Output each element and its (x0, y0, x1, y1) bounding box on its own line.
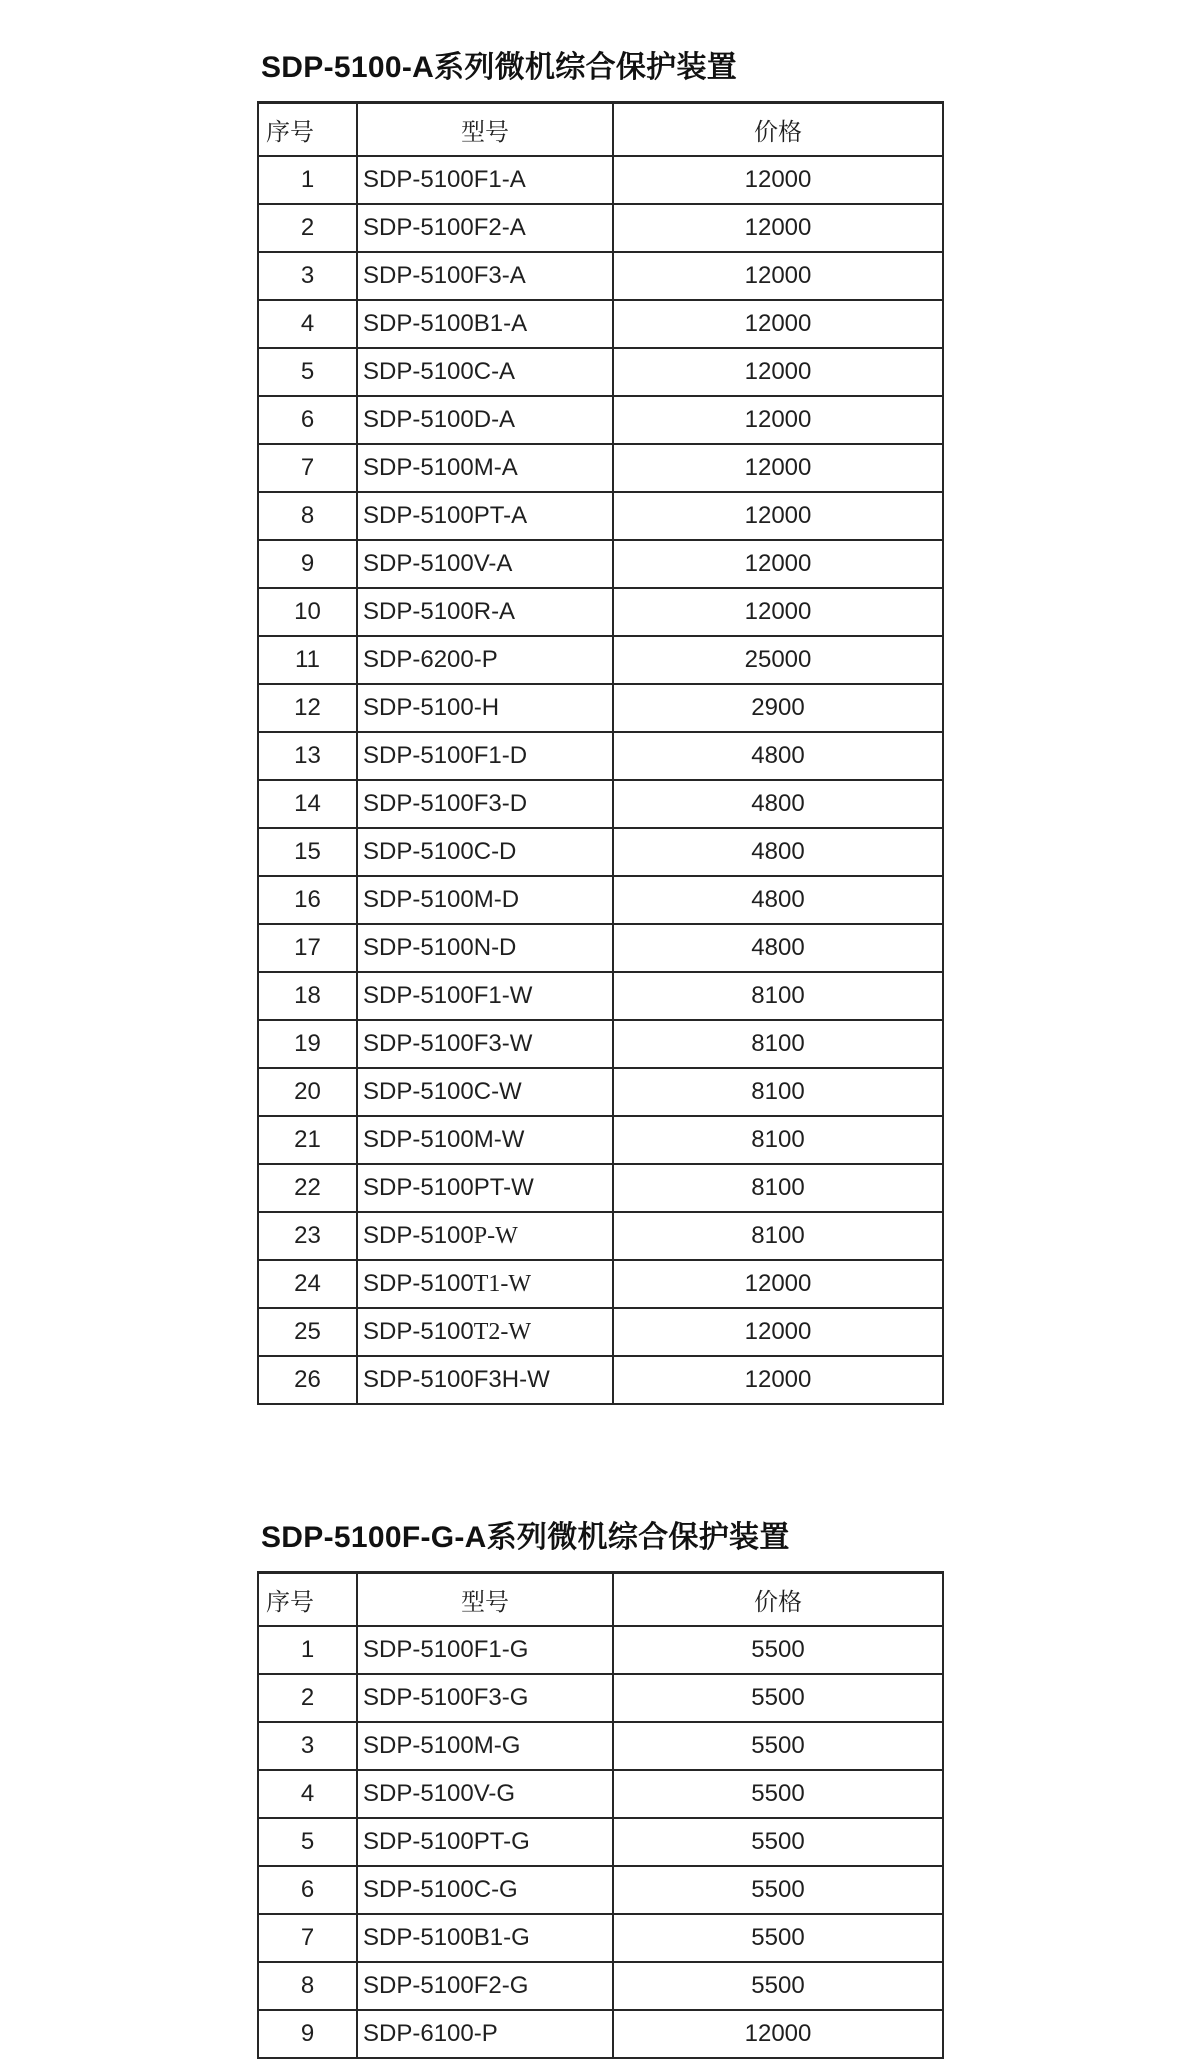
table-section-1 (257, 48, 947, 1405)
cell-model (357, 1770, 613, 1818)
cell-model (357, 1212, 613, 1260)
cell-no: 3 (258, 252, 357, 300)
cell-no: 23 (258, 1212, 357, 1260)
table-1-body (258, 156, 943, 1404)
column-header-price: 价格 (613, 1573, 943, 1627)
cell-no: 20 (258, 1068, 357, 1116)
table-row (258, 1818, 943, 1866)
cell-model (357, 1020, 613, 1068)
cell-model (357, 1068, 613, 1116)
cell-no: 26 (258, 1356, 357, 1404)
column-header-model: 型号 (357, 1573, 613, 1627)
cell-price: 5500 (613, 1962, 943, 2010)
cell-model (357, 2010, 613, 2058)
table-row (258, 156, 943, 204)
model-text: SDP-5100PT-W (363, 1174, 534, 1201)
cell-no: 7 (258, 444, 357, 492)
model-text: SDP-5100F2-A (363, 214, 526, 241)
cell-model (357, 1260, 613, 1308)
model-text: SDP-5100PT-A (363, 502, 528, 529)
table-row (258, 588, 943, 636)
cell-model (357, 348, 613, 396)
table-row (258, 204, 943, 252)
cell-model (357, 1914, 613, 1962)
table-row (258, 972, 943, 1020)
column-header-no: 序号 (258, 103, 357, 157)
table-row (258, 1866, 943, 1914)
cell-model (357, 540, 613, 588)
model-text-serif: T2-W (473, 1319, 532, 1345)
table-row (258, 732, 943, 780)
cell-no: 1 (258, 156, 357, 204)
cell-price: 12000 (613, 156, 943, 204)
cell-model (357, 732, 613, 780)
table-1-header (258, 103, 943, 157)
cell-no: 24 (258, 1260, 357, 1308)
model-text: SDP-5100F3-A (363, 262, 526, 289)
table-row (258, 1770, 943, 1818)
table-row (258, 1020, 943, 1068)
model-text: SDP-5100N-D (363, 934, 517, 961)
table-2-header (258, 1573, 943, 1627)
cell-no: 22 (258, 1164, 357, 1212)
table-row (258, 396, 943, 444)
column-header-price: 价格 (613, 103, 943, 157)
model-text: SDP-5100PT-G (363, 1828, 530, 1855)
header-row (258, 103, 943, 157)
model-text: SDP-5100F3H-W (363, 1366, 550, 1393)
cell-price: 5500 (613, 1770, 943, 1818)
model-text-serif: T1-W (473, 1271, 532, 1297)
cell-price: 12000 (613, 396, 943, 444)
cell-no: 19 (258, 1020, 357, 1068)
table-row (258, 492, 943, 540)
model-text: SDP-5100 (363, 1318, 474, 1345)
cell-model (357, 1116, 613, 1164)
cell-price: 12000 (613, 348, 943, 396)
cell-model (357, 1356, 613, 1404)
model-text-serif: P-W (473, 1223, 518, 1249)
model-text: SDP-5100F1-G (363, 1636, 529, 1663)
table-row (258, 1260, 943, 1308)
model-text: SDP-5100F3-W (363, 1030, 533, 1057)
table-2-title: SDP-5100F-G-A系列微机综合保护装置 (261, 1521, 790, 1554)
model-text: SDP-5100B1-G (363, 1924, 530, 1951)
table-row (258, 1722, 943, 1770)
cell-price: 8100 (613, 1164, 943, 1212)
cell-price: 12000 (613, 540, 943, 588)
cell-price: 8100 (613, 1068, 943, 1116)
cell-price: 12000 (613, 588, 943, 636)
cell-no: 5 (258, 348, 357, 396)
cell-model (357, 1866, 613, 1914)
model-text: SDP-5100F1-A (363, 166, 526, 193)
cell-no: 8 (258, 492, 357, 540)
model-text: SDP-5100C-A (363, 358, 516, 385)
cell-no: 14 (258, 780, 357, 828)
model-text: SDP-5100V-G (363, 1780, 516, 1807)
model-text: SDP-6200-P (363, 646, 498, 673)
cell-price: 12000 (613, 1260, 943, 1308)
model-text: SDP-5100-H (363, 694, 500, 721)
cell-price: 5500 (613, 1818, 943, 1866)
cell-price: 12000 (613, 2010, 943, 2058)
table-row (258, 924, 943, 972)
model-text: SDP-5100 (363, 1222, 474, 1249)
table-row (258, 1308, 943, 1356)
cell-no: 4 (258, 1770, 357, 1818)
model-text: SDP-5100F3-D (363, 790, 528, 817)
model-text: SDP-5100M-A (363, 454, 518, 481)
price-table-2 (257, 1571, 944, 2059)
table-row (258, 828, 943, 876)
model-text: SDP-5100D-A (363, 406, 516, 433)
table-row (258, 876, 943, 924)
table-1-title: SDP-5100-A系列微机综合保护装置 (261, 51, 738, 84)
model-text: SDP-5100C-G (363, 1876, 518, 1903)
cell-model (357, 828, 613, 876)
cell-model (357, 1164, 613, 1212)
cell-no: 25 (258, 1308, 357, 1356)
cell-model (357, 924, 613, 972)
cell-no: 6 (258, 1866, 357, 1914)
column-header-no: 序号 (258, 1573, 357, 1627)
cell-no: 11 (258, 636, 357, 684)
cell-model (357, 444, 613, 492)
model-text: SDP-5100R-A (363, 598, 516, 625)
cell-price: 12000 (613, 492, 943, 540)
model-text: SDP-5100F1-D (363, 742, 528, 769)
model-text: SDP-5100C-D (363, 838, 517, 865)
model-text: SDP-5100 (363, 1270, 474, 1297)
cell-no: 17 (258, 924, 357, 972)
price-table-1 (257, 101, 944, 1405)
cell-no: 12 (258, 684, 357, 732)
cell-no: 4 (258, 300, 357, 348)
table-row (258, 1356, 943, 1404)
cell-price: 8100 (613, 1212, 943, 1260)
cell-price: 5500 (613, 1722, 943, 1770)
model-text: SDP-5100F3-G (363, 1684, 529, 1711)
price-list-document (257, 0, 947, 2059)
table-row (258, 444, 943, 492)
cell-model (357, 780, 613, 828)
cell-price: 8100 (613, 1116, 943, 1164)
header-row (258, 1573, 943, 1627)
cell-no: 16 (258, 876, 357, 924)
model-text: SDP-5100F1-W (363, 982, 533, 1009)
table-row (258, 1116, 943, 1164)
cell-price: 8100 (613, 1020, 943, 1068)
table-row (258, 300, 943, 348)
cell-model (357, 1674, 613, 1722)
cell-model (357, 396, 613, 444)
cell-no: 18 (258, 972, 357, 1020)
cell-model (357, 156, 613, 204)
cell-model (357, 492, 613, 540)
table-row (258, 1962, 943, 2010)
table-row (258, 348, 943, 396)
table-row (258, 1212, 943, 1260)
table-section-2 (257, 1518, 947, 2059)
cell-no: 3 (258, 1722, 357, 1770)
table-row (258, 252, 943, 300)
cell-no: 9 (258, 2010, 357, 2058)
table-row (258, 780, 943, 828)
cell-price: 12000 (613, 444, 943, 492)
cell-price: 4800 (613, 780, 943, 828)
cell-price: 4800 (613, 924, 943, 972)
cell-price: 2900 (613, 684, 943, 732)
table-row (258, 1626, 943, 1674)
cell-price: 12000 (613, 252, 943, 300)
cell-model (357, 588, 613, 636)
cell-model (357, 972, 613, 1020)
cell-no: 5 (258, 1818, 357, 1866)
cell-no: 8 (258, 1962, 357, 2010)
cell-model (357, 1818, 613, 1866)
cell-model (357, 876, 613, 924)
model-text: SDP-5100C-W (363, 1078, 522, 1105)
cell-no: 21 (258, 1116, 357, 1164)
table-row (258, 636, 943, 684)
cell-model (357, 1722, 613, 1770)
table-row (258, 540, 943, 588)
cell-price: 12000 (613, 300, 943, 348)
model-text: SDP-5100B1-A (363, 310, 528, 337)
cell-model (357, 1962, 613, 2010)
cell-model (357, 1626, 613, 1674)
model-text: SDP-6100-P (363, 2020, 498, 2047)
cell-price: 4800 (613, 876, 943, 924)
cell-model (357, 636, 613, 684)
cell-no: 7 (258, 1914, 357, 1962)
table-row (258, 684, 943, 732)
cell-price: 4800 (613, 828, 943, 876)
table-2-body (258, 1626, 943, 2058)
cell-model (357, 300, 613, 348)
cell-price: 5500 (613, 1674, 943, 1722)
cell-no: 10 (258, 588, 357, 636)
cell-no: 2 (258, 204, 357, 252)
table-row (258, 1068, 943, 1116)
cell-price: 12000 (613, 1356, 943, 1404)
cell-no: 1 (258, 1626, 357, 1674)
cell-price: 25000 (613, 636, 943, 684)
model-text: SDP-5100F2-G (363, 1972, 529, 1999)
cell-no: 15 (258, 828, 357, 876)
cell-no: 13 (258, 732, 357, 780)
column-header-model: 型号 (357, 103, 613, 157)
cell-price: 5500 (613, 1626, 943, 1674)
model-text: SDP-5100M-D (363, 886, 520, 913)
cell-model (357, 204, 613, 252)
model-text: SDP-5100V-A (363, 550, 513, 577)
cell-no: 9 (258, 540, 357, 588)
cell-no: 2 (258, 1674, 357, 1722)
cell-model (357, 684, 613, 732)
cell-price: 5500 (613, 1866, 943, 1914)
cell-price: 12000 (613, 1308, 943, 1356)
table-row (258, 1914, 943, 1962)
table-row (258, 1164, 943, 1212)
cell-model (357, 252, 613, 300)
table-row (258, 2010, 943, 2058)
cell-no: 6 (258, 396, 357, 444)
cell-price: 5500 (613, 1914, 943, 1962)
table-row (258, 1674, 943, 1722)
cell-price: 12000 (613, 204, 943, 252)
cell-model (357, 1308, 613, 1356)
model-text: SDP-5100M-W (363, 1126, 525, 1153)
cell-price: 8100 (613, 972, 943, 1020)
cell-price: 4800 (613, 732, 943, 780)
model-text: SDP-5100M-G (363, 1732, 521, 1759)
